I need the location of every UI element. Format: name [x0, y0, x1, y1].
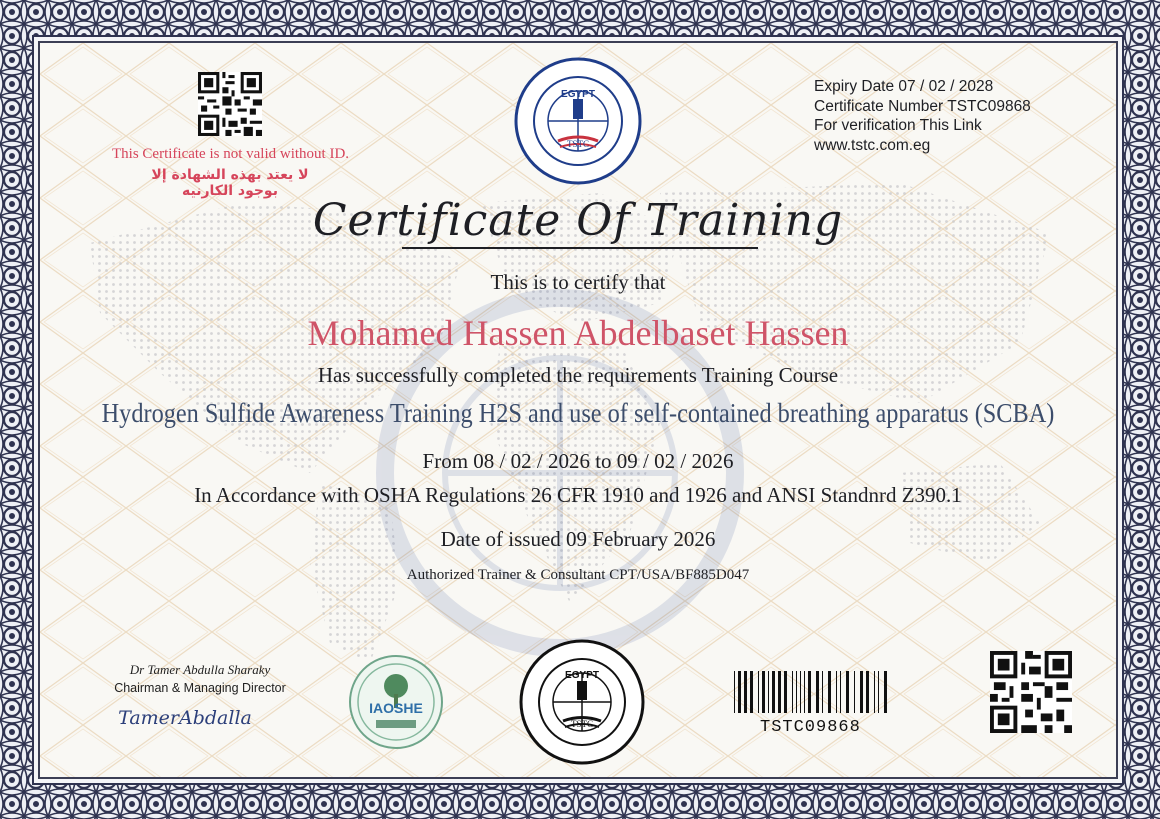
- seal-abbreviation: TSTC: [566, 139, 589, 149]
- barcode-bar: [768, 671, 769, 713]
- certificate-info-block: [814, 77, 1031, 155]
- issue-date: Date of issued 09 February 2026: [440, 527, 716, 551]
- barcode-bar: [840, 671, 841, 713]
- signatory-block: [100, 662, 300, 729]
- expiry-date: Expiry Date 07 / 02 / 2028: [814, 78, 994, 95]
- barcode-bar: [796, 671, 797, 713]
- completion-text: Has successfully completed the requirements Training Course: [317, 363, 839, 387]
- certificate-title-wrap: [40, 195, 1116, 246]
- barcode-bar: [750, 671, 753, 713]
- barcode-bar: [738, 671, 741, 713]
- barcode-number: TSTC09868: [760, 718, 861, 737]
- seal-icon-bottom: [517, 637, 647, 767]
- barcode-bars: [728, 671, 978, 713]
- barcode-bar: [804, 671, 805, 713]
- barcode-bar: [884, 671, 887, 713]
- barcode-bar: [800, 671, 801, 713]
- barcode-bar: [792, 671, 793, 713]
- certificate-body: [40, 43, 1116, 777]
- verification-text: For verification This Link: [814, 117, 982, 134]
- barcode-bar: [778, 671, 781, 713]
- bottom-company-seal: [517, 637, 647, 772]
- signatory-title: Chairman & Managing Director: [114, 681, 286, 695]
- barcode-bar: [762, 671, 765, 713]
- barcode-bar: [874, 671, 875, 713]
- course-name: Hydrogen Sulfide Awareness Training H2S and use of self-contained breathing apparatus (SCBA): [101, 398, 1055, 428]
- barcode-bar: [772, 671, 775, 713]
- title-underline: [402, 247, 758, 249]
- barcode-bar: [866, 671, 869, 713]
- regulation-accordance: In Accordance with OSHA Regulations 26 CFR 1910 and 1926 and ANSI Standnrd Z390.1: [194, 483, 962, 507]
- intro-text: This is to certify that: [490, 270, 666, 294]
- barcode-bar: [860, 671, 863, 713]
- barcode-bar: [846, 671, 849, 713]
- barcode-bar: [816, 671, 819, 713]
- barcode-bar: [878, 671, 879, 713]
- barcode-bar: [828, 671, 831, 713]
- seal-abbreviation-bottom: TSTC: [570, 719, 593, 729]
- barcode-bar: [808, 671, 811, 713]
- validity-notice-ar: لا يعتد بهذه الشهادة إلا بوجود الكارنيه: [151, 167, 309, 199]
- seal-icon: [512, 55, 644, 187]
- qr-code-bottom: [990, 651, 1072, 733]
- barcode-bar: [758, 671, 759, 713]
- verification-website[interactable]: www.tstc.com.eg: [814, 136, 931, 154]
- barcode-bar: [784, 671, 787, 713]
- top-company-seal: [512, 55, 644, 192]
- iaoshe-logo: [348, 654, 444, 750]
- seal-country: EGYPT: [561, 89, 595, 100]
- barcode-bar: [822, 671, 823, 713]
- seal-country-bottom: EGYPT: [565, 670, 599, 681]
- recipient-name: Mohamed Hassen Abdelbaset Hassen: [307, 313, 849, 353]
- validity-notice-en: This Certificate is not valid without ID.: [112, 146, 350, 162]
- signature: TamerAbdalla: [118, 707, 252, 729]
- barcode: [728, 671, 978, 737]
- iaoshe-text: IAOSHE: [369, 700, 423, 716]
- certificate-number: Certificate Number TSTC09868: [814, 97, 1031, 115]
- barcode-bar: [744, 671, 747, 713]
- certificate-title: Certificate Of Training: [312, 195, 844, 246]
- barcode-bar: [854, 671, 855, 713]
- authorized-trainer: Authorized Trainer & Consultant CPT/USA/BF885D047: [406, 567, 750, 583]
- signatory-name: Dr Tamer Abdulla Sharaky: [129, 662, 271, 677]
- barcode-bar: [734, 671, 735, 713]
- qr-code-top: [198, 72, 262, 136]
- training-dates: From 08 / 02 / 2026 to 09 / 02 / 2026: [422, 449, 734, 473]
- barcode-bar: [836, 671, 837, 713]
